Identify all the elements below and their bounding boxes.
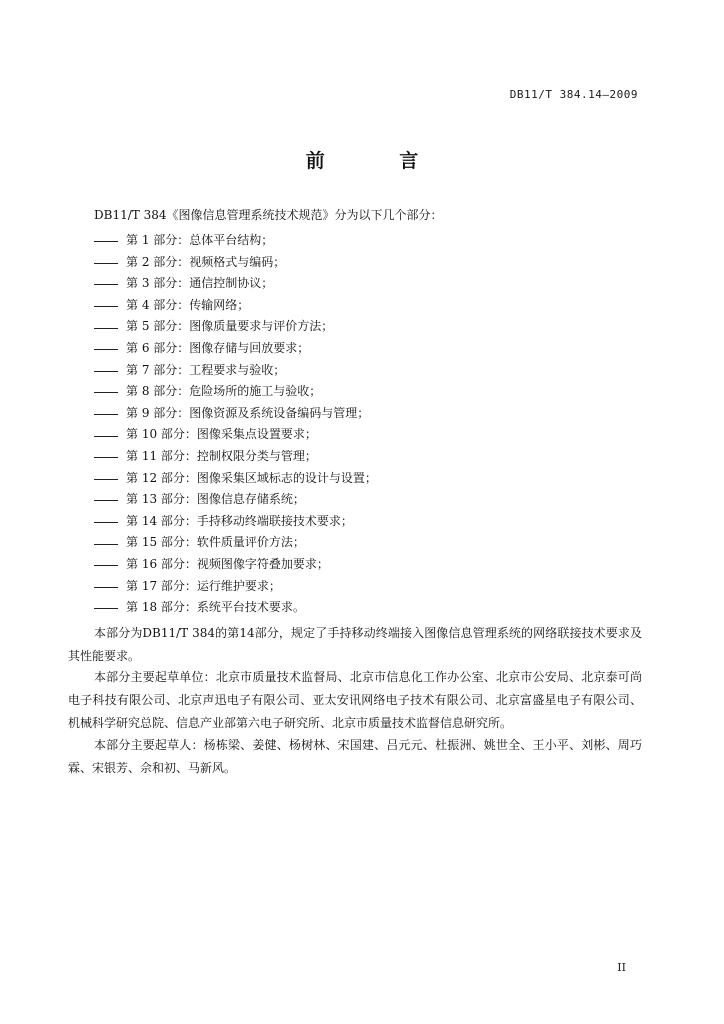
dash-mark: [94, 306, 118, 307]
list-item: 第 12 部分：图像采集区域标志的设计与设置；: [94, 468, 377, 490]
list-item: 第 4 部分：传输网络；: [94, 295, 377, 317]
dash-mark: [94, 371, 118, 372]
dash-mark: [94, 522, 118, 523]
dash-mark: [94, 241, 118, 242]
dash-mark: [94, 608, 118, 609]
parts-list: [94, 230, 377, 619]
list-item: 第 16 部分：视频图像字符叠加要求；: [94, 554, 377, 576]
dash-mark: [94, 436, 118, 437]
list-item: 第 14 部分：手持移动终端联接技术要求；: [94, 511, 377, 533]
dash-mark: [94, 263, 118, 264]
list-item: 第 10 部分：图像采集点设置要求；: [94, 424, 377, 446]
dash-mark: [94, 284, 118, 285]
list-item: 第 3 部分：通信控制协议；: [94, 273, 377, 295]
dash-mark: [94, 544, 118, 545]
dash-mark: [94, 479, 118, 480]
drafters-paragraph: 本部分主要起草人：杨栋梁、姜健、杨树林、宋国建、吕元元、杜振洲、姚世全、王小平、刘彬、周巧霖、宋银芳、佘和初、马新风。: [68, 738, 642, 775]
page-title: 前 言: [305, 150, 453, 172]
drafting-units-paragraph: 本部分主要起草单位：北京市质量技术监督局、北京市信息化工作办公室、北京市公安局、北京泰可尚电子科技有限公司、北京声迅电子有限公司、亚太安讯网络电子技术有限公司、北京富盛星电子有限公司、机械科学研究总院、信息产业部第六电子研究所、北京市质量技术监督信息研究所。: [68, 670, 642, 730]
list-item: 第 1 部分：总体平台结构；: [94, 230, 377, 252]
dash-mark: [94, 500, 118, 501]
list-item: 第 15 部分：软件质量评价方法；: [94, 532, 377, 554]
list-item: 第 9 部分：图像资源及系统设备编码与管理；: [94, 403, 377, 425]
dash-mark: [94, 414, 118, 415]
dash-mark: [94, 392, 118, 393]
dash-mark: [94, 587, 118, 588]
scope-paragraph: 本部分为DB11/T 384的第14部分，规定了手持移动终端接入图像信息管理系统的网络联接技术要求及其性能要求。: [68, 626, 642, 663]
list-item: 第 11 部分：控制权限分类与管理；: [94, 446, 377, 468]
dash-mark: [94, 457, 118, 458]
list-item: 第 7 部分：工程要求与验收；: [94, 360, 377, 382]
list-item: 第 18 部分：系统平台技术要求。: [94, 597, 377, 619]
dash-mark: [94, 328, 118, 329]
dash-mark: [94, 349, 118, 350]
list-item: 第 13 部分：图像信息存储系统；: [94, 489, 377, 511]
dash-mark: [94, 565, 118, 566]
list-item: 第 8 部分：危险场所的施工与验收；: [94, 381, 377, 403]
intro-line: DB11/T 384《图像信息管理系统技术规范》分为以下几个部分：: [94, 208, 443, 222]
standard-code: DB11/T 384.14—2009: [509, 88, 638, 101]
list-item: 第 2 部分：视频格式与编码；: [94, 252, 377, 274]
list-item: 第 5 部分：图像质量要求与评价方法；: [94, 316, 377, 338]
page-number: II: [617, 961, 626, 974]
list-item: 第 6 部分：图像存储与回放要求；: [94, 338, 377, 360]
list-item: 第 17 部分：运行维护要求；: [94, 576, 377, 598]
